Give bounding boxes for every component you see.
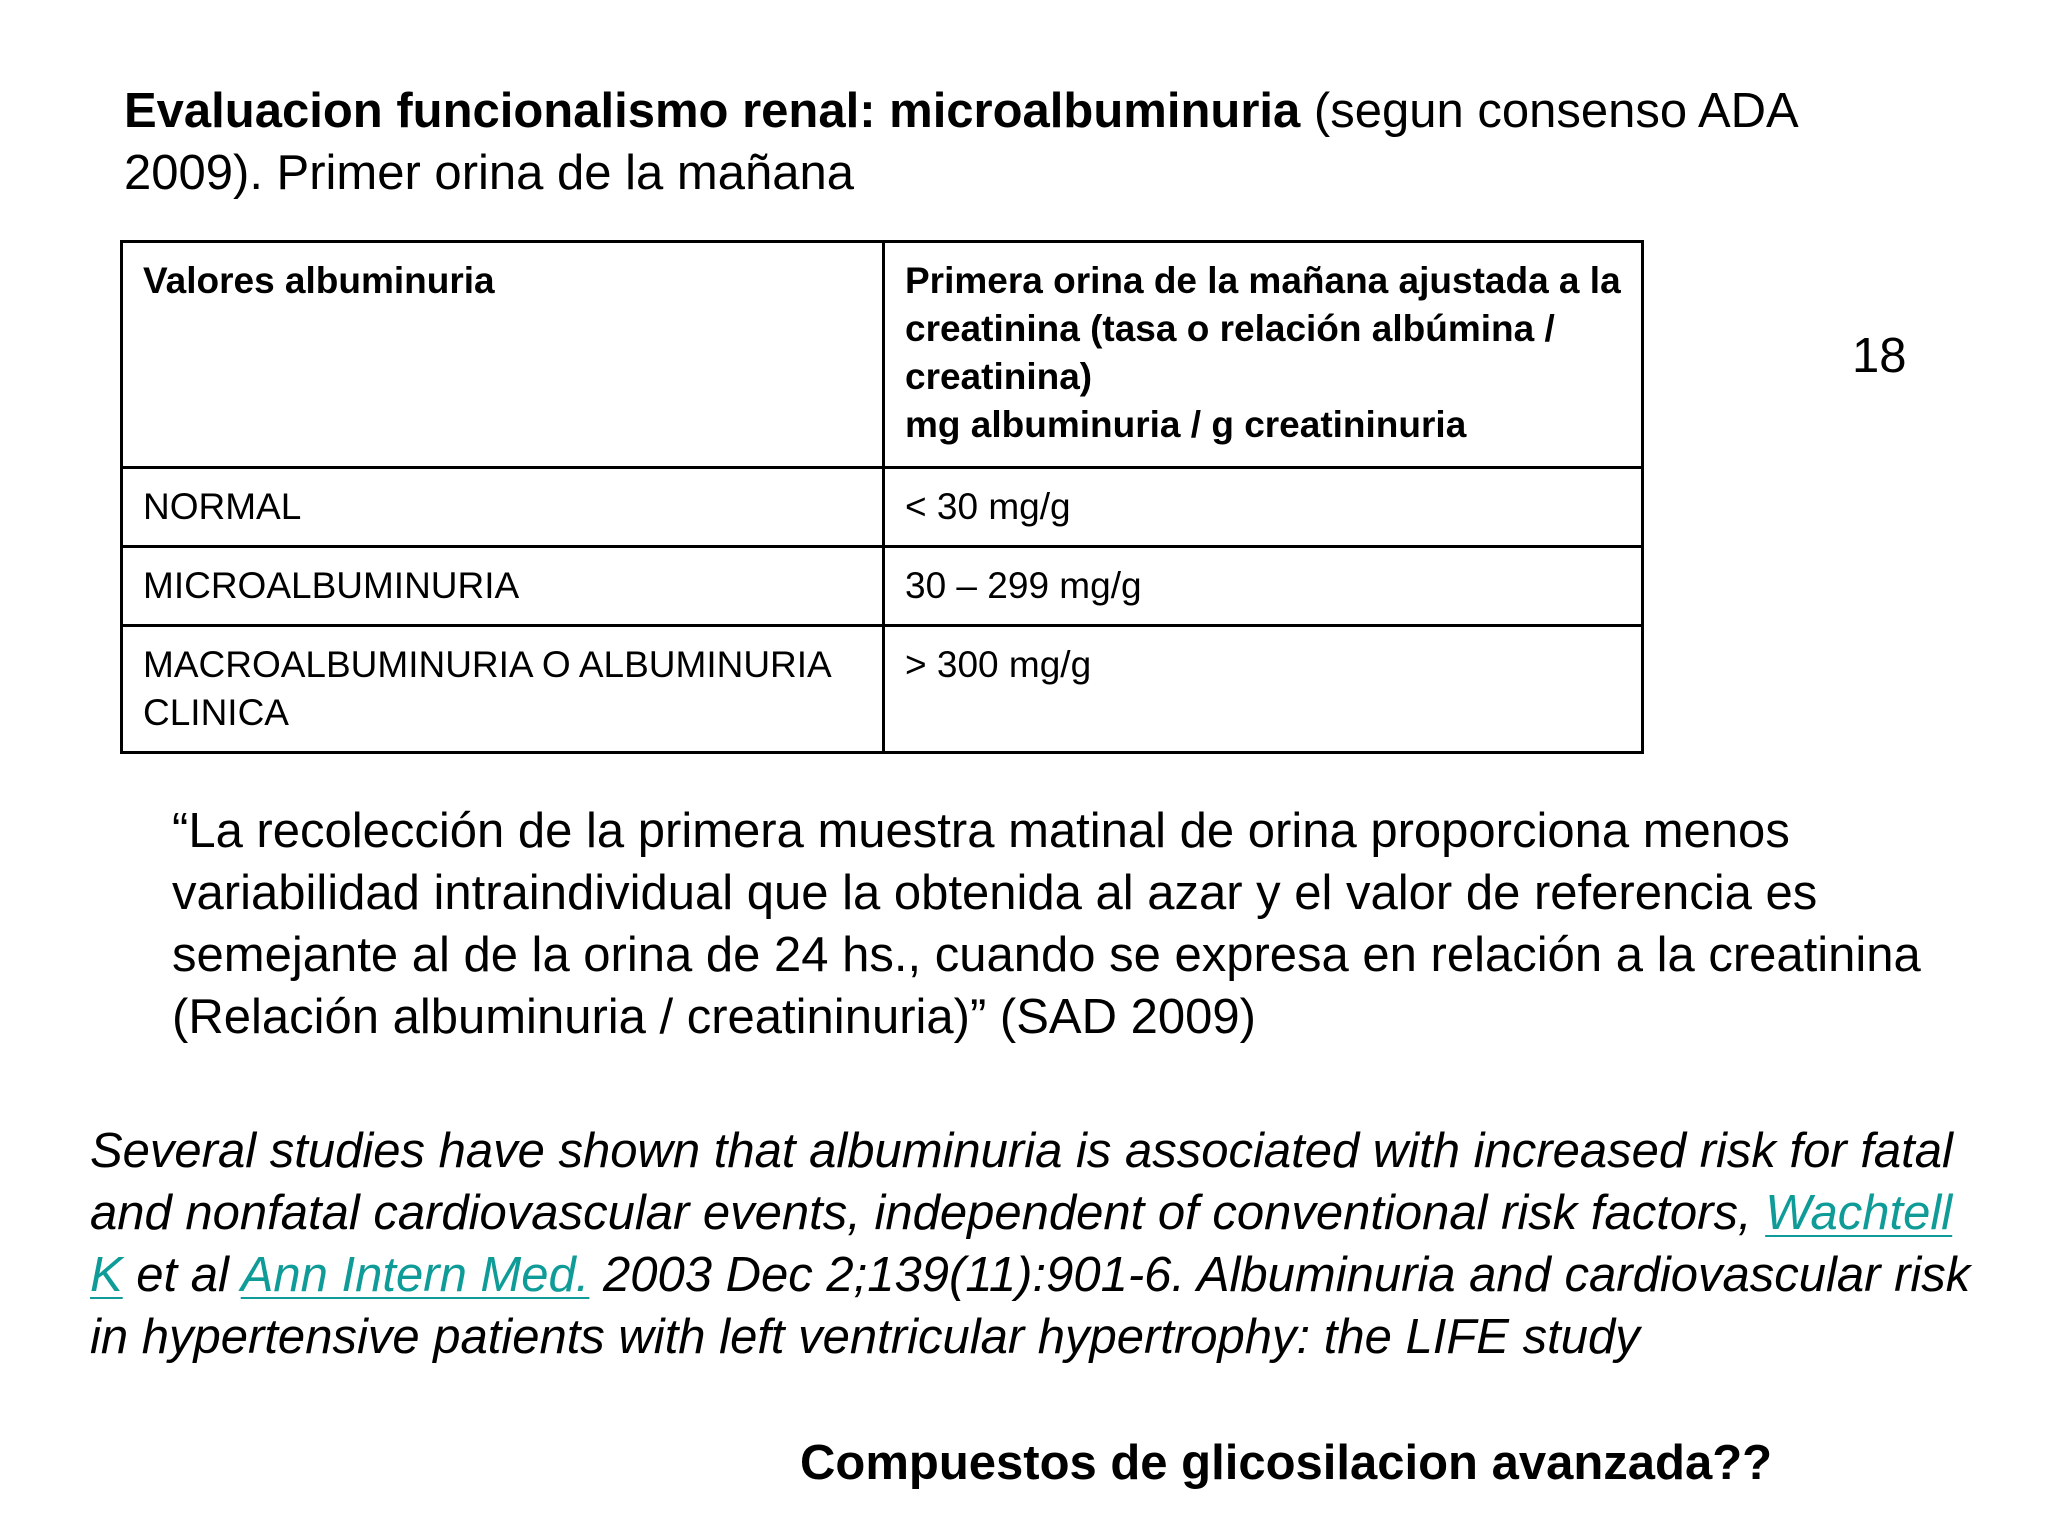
table-cell-value: > 300 mg/g xyxy=(884,626,1643,753)
table-cell-category: MACROALBUMINURIA O ALBUMINURIA CLINICA xyxy=(122,626,884,753)
slide-title-bold: Evaluacion funcionalismo renal: microalbuminuria xyxy=(124,84,1301,138)
albuminuria-table xyxy=(120,240,1644,754)
table-row xyxy=(122,547,1643,626)
table-header-row xyxy=(122,242,1643,468)
table-header-units: mg albuminuria / g creatininuria xyxy=(905,404,1467,445)
study-intro: Several studies have shown that albuminuria is associated with increased risk for fatal and nonfatal cardiovascular events, independent of conventional risk factors, xyxy=(90,1124,1953,1240)
study-reference xyxy=(90,1120,1990,1368)
journal-link[interactable]: Ann Intern Med. xyxy=(240,1248,590,1302)
table-cell-category: NORMAL xyxy=(122,468,884,547)
table-row xyxy=(122,468,1643,547)
slide-title xyxy=(124,80,1944,204)
sad-quote: “La recolección de la primera muestra matinal de orina proporciona menos variabilidad intraindividual que la obtenida al azar y el valor de referencia es semejante al de la orina de 24 hs., cuando se expresa en relación a la creatinina (Relación albuminuria / creatininuria)” (SAD 2009) xyxy=(172,804,1921,1044)
table-header-values: Valores albuminuria xyxy=(122,242,884,468)
slide-title-rest: (segun consenso ADA 2009). Primer orina de la mañana xyxy=(124,84,1797,200)
study-citation: 2003 Dec 2;139(11):901-6. Albuminuria and cardiovascular risk in hypertensive patients with left ventricular hypertrophy: the LIFE study xyxy=(90,1248,1971,1364)
table-row xyxy=(122,626,1643,753)
table-header-first-morning xyxy=(884,242,1643,468)
study-et-al: et al xyxy=(122,1248,241,1302)
slide-number: 18 xyxy=(1852,329,1907,383)
author-link[interactable]: Wachtell K xyxy=(90,1186,1953,1302)
closing-question: Compuestos de glicosilacion avanzada?? xyxy=(800,1436,1773,1490)
table-cell-value: 30 – 299 mg/g xyxy=(884,547,1643,626)
table-header-first-morning-text: Primera orina de la mañana ajustada a la creatinina (tasa o relación albúmina / creatinina) xyxy=(905,260,1621,397)
table-cell-category: MICROALBUMINURIA xyxy=(122,547,884,626)
table-cell-value: < 30 mg/g xyxy=(884,468,1643,547)
